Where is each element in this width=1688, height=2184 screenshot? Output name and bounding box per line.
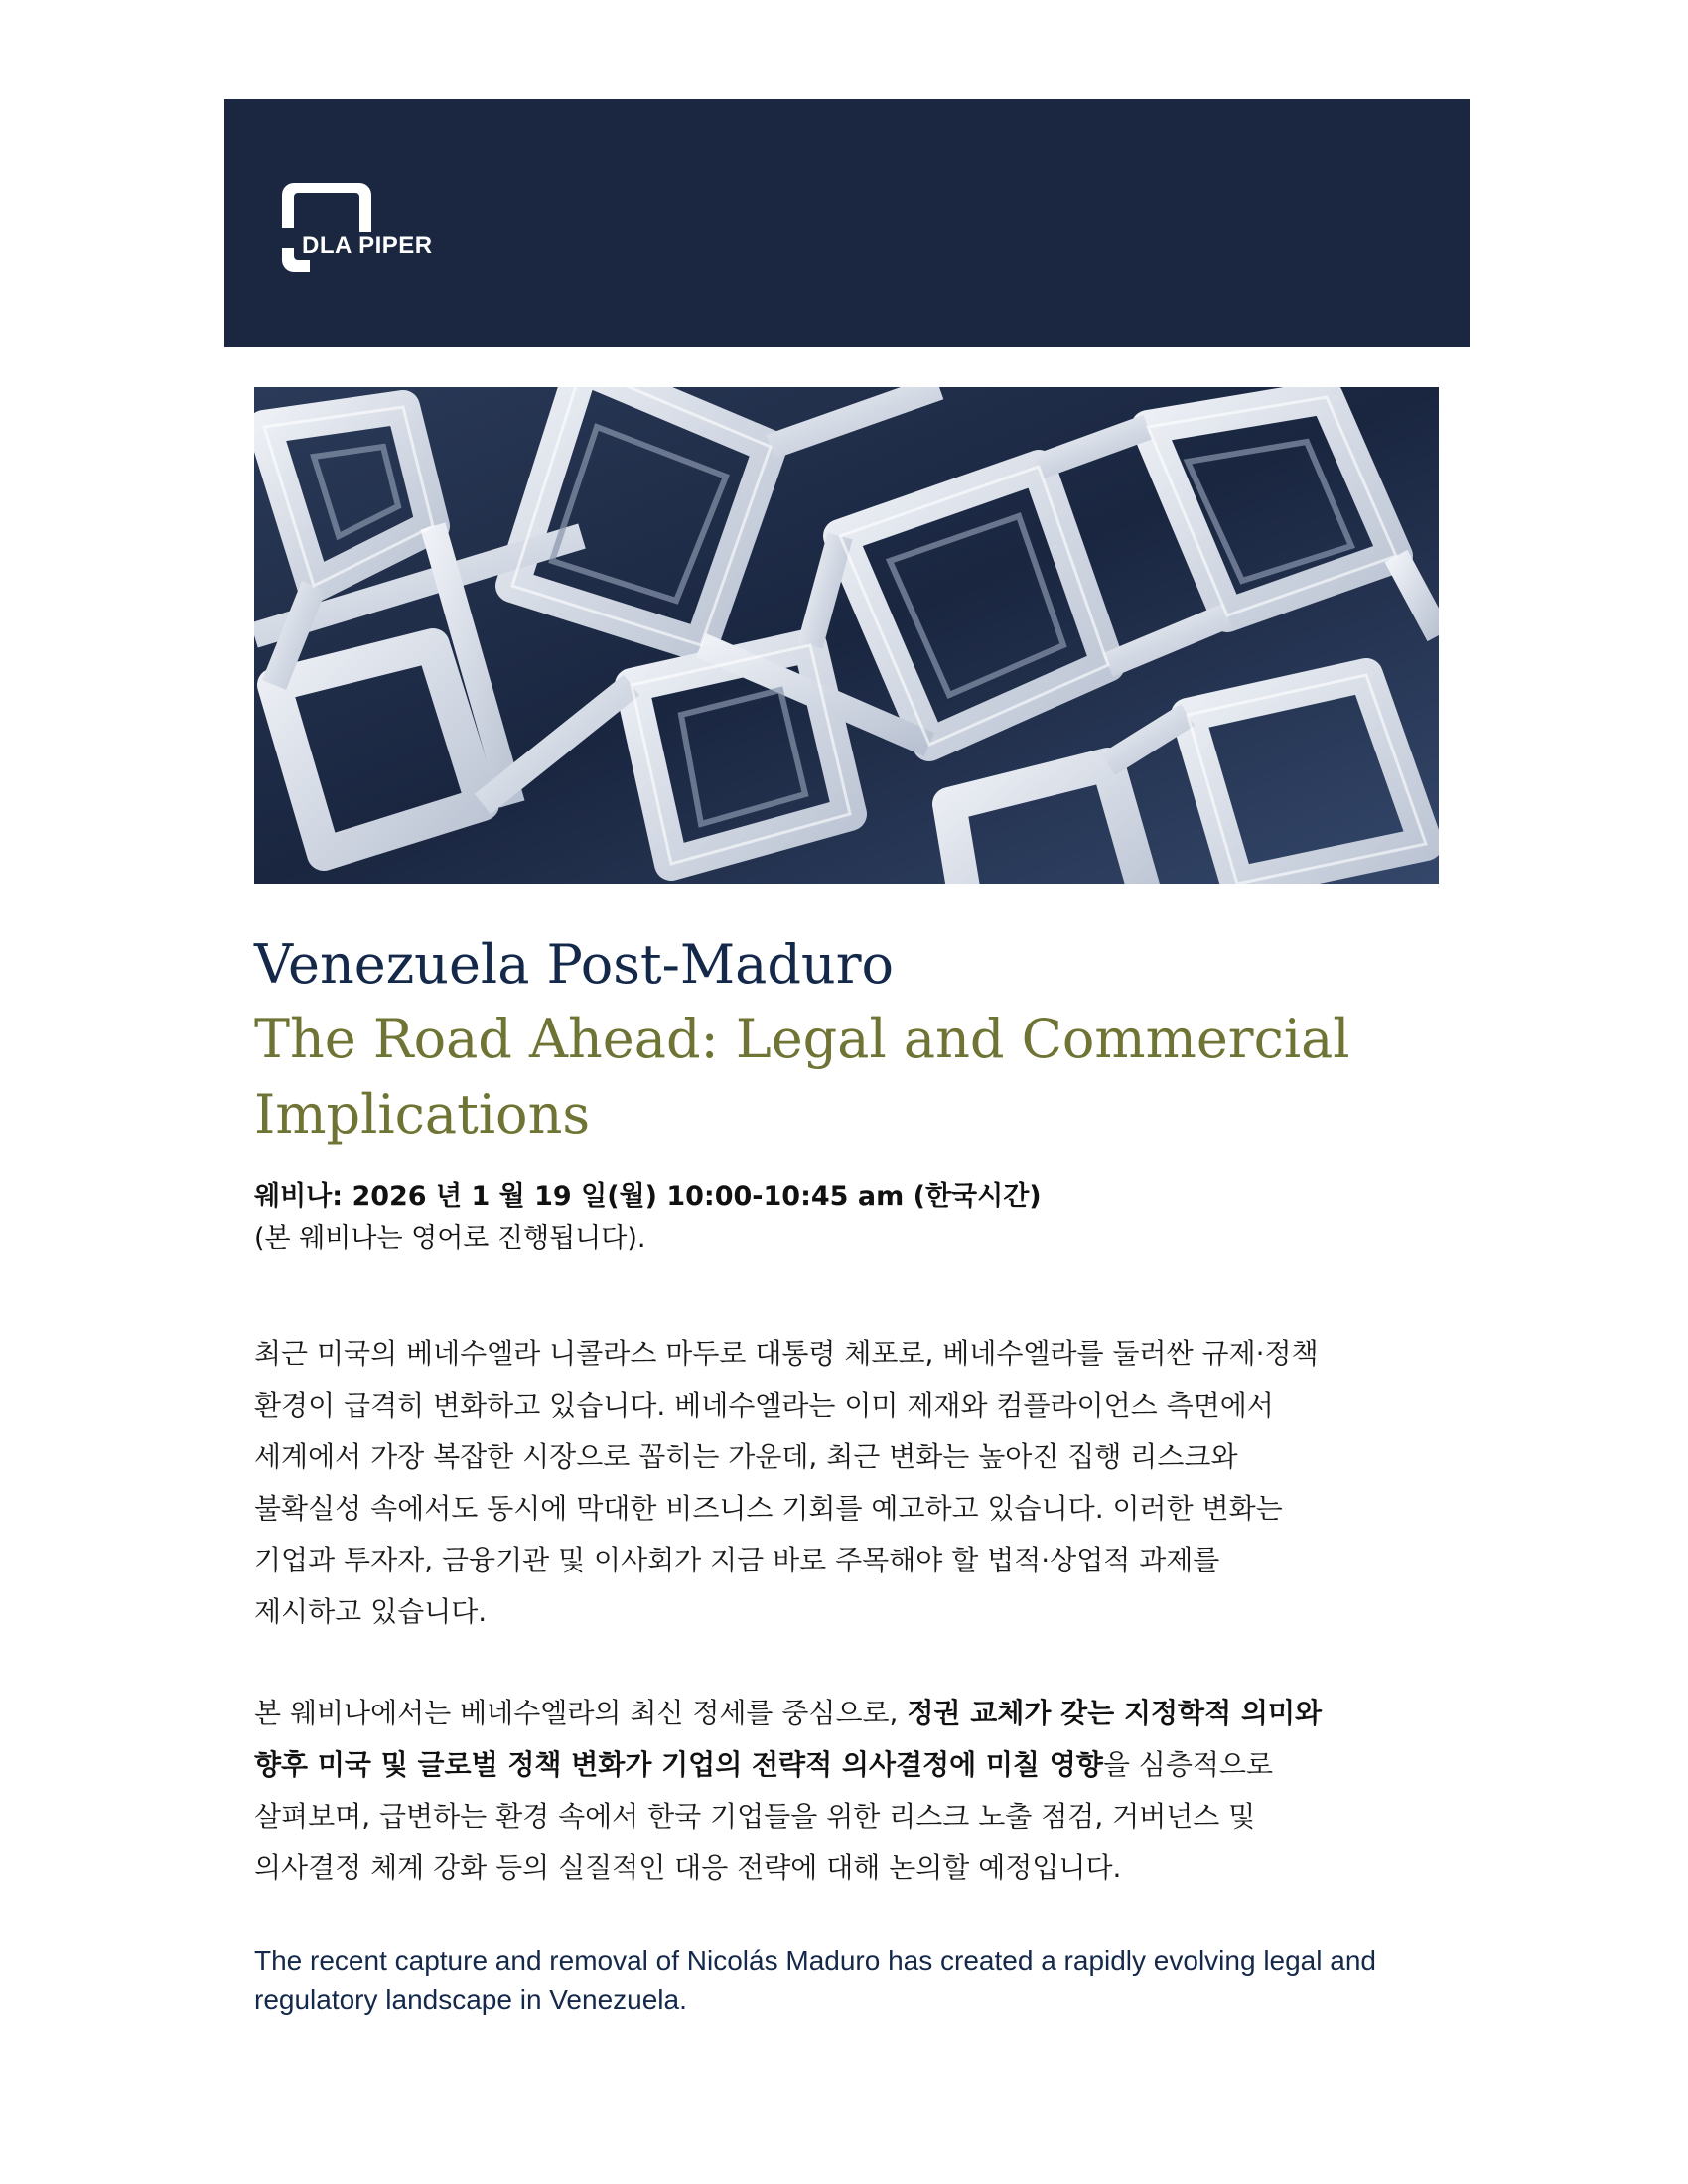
language-note: (본 웨비나는 영어로 진행됩니다). [254,1223,646,1254]
lattice-image [254,387,1439,884]
hero-image [254,387,1439,884]
bold-text: 향후 미국 및 글로벌 정책 변화가 기업의 전략적 의사결정에 미칠 영향 [254,1748,1103,1781]
plain-text: 을 심층적으로 [1102,1748,1274,1781]
page-subtitle: The Road Ahead: Legal and Commercial Implications [254,1008,1350,1146]
header-banner [224,99,1470,347]
page-title: Venezuela Post-Maduro [254,933,895,996]
bold-text: 정권 교체가 갖는 지정학적 의미와 [907,1697,1323,1729]
logo-text: DLA PIPER [298,232,437,260]
text-line [254,1739,1446,1791]
text-line [254,1688,1446,1739]
webinar-description-paragraph [254,1688,1446,1894]
english-summary: The recent capture and removal of Nicolás Maduro has created a rapidly evolving legal and regulatory landscape in Venezuela. [254,1945,1376,2015]
webinar-datetime: 웨비나: 2026 년 1 월 19 일(월) 10:00-10:45 am (한국시간) [254,1181,1042,1212]
text-line: 제시하고 있습니다. [254,1595,488,1628]
intro-paragraph [254,1328,1446,1638]
text-line: 환경이 급격히 변화하고 있습니다. 베네수엘라는 이미 제재와 컴플라이언스 측면에서 [254,1389,1274,1422]
plain-text: 본 웨비나에서는 베네수엘라의 최신 정세를 중심으로, [254,1697,908,1729]
text-line: 살펴보며, 급변하는 환경 속에서 한국 기업들을 위한 리스크 노출 점검, 거버넌스 및 [254,1800,1256,1833]
text-line: 세계에서 가장 복잡한 시장으로 꼽히는 가운데, 최근 변화는 높아진 집행 리스크와 [254,1440,1238,1473]
text-line: 의사결정 체계 강화 등의 실질적인 대응 전략에 대해 논의할 예정입니다. [254,1851,1122,1884]
text-line: 불확실성 속에서도 동시에 막대한 비즈니스 기회를 예고하고 있습니다. 이러한 변화는 [254,1492,1283,1525]
dla-piper-logo[interactable] [276,179,455,273]
text-line: 기업과 투자자, 금융기관 및 이사회가 지금 바로 주목해야 할 법적·상업적 과제를 [254,1544,1220,1576]
text-line: 최근 미국의 베네수엘라 니콜라스 마두로 대통령 체포로, 베네수엘라를 둘러싼 규제·정책 [254,1337,1319,1370]
